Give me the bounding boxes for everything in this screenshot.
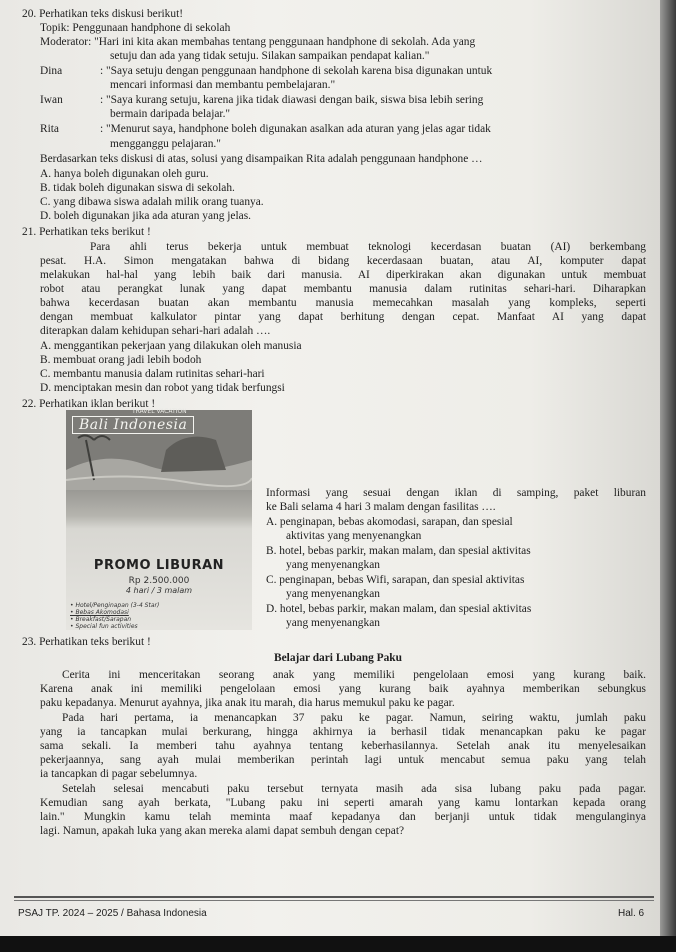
q20-dina-name: Dina bbox=[40, 65, 63, 77]
q20-option-d: D. boleh digunakan jika ada aturan yang jelas. bbox=[40, 210, 251, 222]
ad-promo-title: PROMO LIBURAN bbox=[93, 558, 225, 573]
q20-rita-cont: mengganggu pelajaran." bbox=[110, 138, 221, 150]
q20-title: 20. Perhatikan teks diskusi berikut! bbox=[22, 8, 184, 20]
q23-text-line: Kemudian sang ayah berkata, "Lubang paku ini seperti amarah yang kamu lontarkan kepada orang bbox=[40, 797, 646, 809]
q22-option-a-cont: aktivitas yang menyenangkan bbox=[286, 530, 422, 542]
ad-price: Rp 2.500.000 bbox=[128, 576, 190, 586]
q21-title: 21. Perhatikan teks berikut ! bbox=[22, 226, 151, 238]
q23-text-line: yang ia tancapkan mulai berkurang, hingga akhirnya ia berhasil tidak menancapkan paku ke pagar bbox=[40, 726, 646, 738]
q21-para-last: diterapkan dalam kehidupan sehari-hari adalah …. bbox=[40, 325, 271, 337]
q22-stem: Informasi yang sesuai dengan iklan di samping, paket liburan bbox=[266, 487, 646, 499]
q23-text-line: lagi. Namun, apakah luka yang akan mereka alami dapat sembuh dengan cepat? bbox=[40, 825, 405, 837]
q20-iwan-name: Iwan bbox=[40, 94, 63, 106]
q22-option-b-cont: yang menyenangkan bbox=[286, 559, 380, 571]
q22-option-c-cont: yang menyenangkan bbox=[286, 588, 380, 600]
ad-facility: • Bebas Akomodasi bbox=[70, 609, 129, 616]
q23-text-line: pekerjaannya, sang ayah mulai memberikan perintah lagi untuk mencabut semua paku yang telah bbox=[40, 754, 646, 766]
q23-text-line: lain." Mungkin kamu telah meminta maaf kepadanya dan berjanji untuk tidak mengulanginya bbox=[40, 811, 646, 823]
q21-option-d: D. menciptakan mesin dan robot yang tidak berfungsi bbox=[40, 382, 285, 394]
q20-iwan: : "Saya kurang setuju, karena jika tidak diawasi dengan baik, siswa bisa lebih sering bbox=[100, 94, 484, 106]
q20-topic: Topik: Penggunaan handphone di sekolah bbox=[40, 22, 231, 34]
q20-rita: : "Menurut saya, handphone boleh digunakan asalkan ada aturan yang jelas agar tidak bbox=[100, 123, 491, 135]
q23-title: 23. Perhatikan teks berikut ! bbox=[22, 636, 151, 648]
q23-story-title: Belajar dari Lubang Paku bbox=[274, 652, 402, 664]
q20-moderator-cont: setuju dan ada yang tidak setuju. Silakan sampaikan pendapat kalian." bbox=[110, 50, 430, 62]
ad-facility: • Hotel/Penginapan (3-4 Star) bbox=[70, 602, 160, 609]
background-surface bbox=[0, 936, 676, 952]
q21-option-a: A. menggantikan pekerjaan yang dilakukan oleh manusia bbox=[40, 340, 302, 352]
q20-question: Berdasarkan teks diskusi di atas, solusi yang disampaikan Rita adalah penggunaan handphone … bbox=[40, 153, 483, 165]
q23-text-line: Setelah selesai mencabuti paku tersebut ternyata masih ada sisa lubang paku pada pagar. bbox=[62, 783, 646, 795]
q22-stem-cont: ke Bali selama 4 hari 3 malam dengan fasilitas …. bbox=[266, 501, 496, 513]
q20-dina-cont: mencari informasi dan membantu pembelajaran." bbox=[110, 79, 336, 91]
ad-facility: • Special fun activities bbox=[70, 623, 138, 630]
q22-option-c: C. penginapan, bebas Wifi, sarapan, dan spesial aktivitas bbox=[266, 574, 525, 586]
q22-option-b: B. hotel, bebas parkir, makan malam, dan spesial aktivitas bbox=[266, 545, 531, 557]
footer-exam-info: PSAJ TP. 2024 – 2025 / Bahasa Indonesia bbox=[18, 908, 207, 919]
q21-para-line: bahwa kecerdasan buatan akan membantu manusia memecahkan masalah yang kompleks, seperti bbox=[40, 297, 646, 309]
q20-rita-name: Rita bbox=[40, 123, 59, 135]
q22-option-d: D. hotel, bebas parkir, makan malam, dan spesial aktivitas bbox=[266, 603, 532, 615]
q23-text-line: ia tancapkan di pagar sebelumnya. bbox=[40, 768, 198, 780]
q20-option-c: C. yang dibawa siswa adalah milik orang tuanya. bbox=[40, 196, 264, 208]
q21-para-line: Para ahli terus bekerja untuk membuat teknologi kecerdasan buatan (AI) berkembang bbox=[90, 241, 646, 253]
q21-para-line: dengan membuat kalkulator pintar yang dapat berhitung dengan cepat. Manfaat AI yang dapat bbox=[40, 311, 646, 323]
q20-option-a: A. hanya boleh digunakan oleh guru. bbox=[40, 168, 209, 180]
q23-text-line: Pada hari pertama, ia menancapkan 37 paku ke pagar. Namun, seiring waktu, jumlah paku bbox=[62, 712, 646, 724]
q21-para-line: robot atau perangkat lunak yang dapat membantu manusia dalam rutinitas sehari-hari. Diharapkan bbox=[40, 283, 646, 295]
q22-title: 22. Perhatikan iklan berikut ! bbox=[22, 398, 156, 410]
q20-moderator: Moderator: "Hari ini kita akan membahas tentang penggunaan handphone di sekolah. Ada yang bbox=[40, 36, 476, 48]
q23-text-line: sama sekali. Ia memberi tahu ayahnya tentang keberhasilannya. Setelah anak itu menyelesaikan bbox=[40, 740, 646, 752]
q20-dina: : "Saya setuju dengan penggunaan handphone di sekolah karena bisa digunakan untuk bbox=[100, 65, 493, 77]
q20-iwan-cont: bermain daripada belajar." bbox=[110, 108, 231, 120]
q21-option-b: B. membuat orang jadi lebih bodoh bbox=[40, 354, 202, 366]
q22-option-a: A. penginapan, bebas akomodasi, sarapan, dan spesial bbox=[266, 516, 513, 528]
q23-text-line: paku kepadanya. Menurut ayahnya, jika anak itu marah, dia harus memukul paku ke pagar. bbox=[40, 697, 455, 709]
ad-script-title: Bali Indonesia bbox=[72, 416, 194, 434]
advertisement-image bbox=[66, 410, 252, 630]
ad-duration: 4 hari / 3 malam bbox=[125, 586, 193, 595]
footer-rule bbox=[14, 896, 654, 898]
q23-text-line: Karena anak ini memiliki pengelolaan emosi yang kurang baik ayahnya memberikan sebungkus bbox=[40, 683, 646, 695]
page-edge-shadow bbox=[660, 0, 676, 952]
footer-rule bbox=[14, 900, 654, 901]
ad-small-text: TRAVEL VACATION bbox=[132, 408, 187, 415]
footer-page-number: Hal. 6 bbox=[618, 908, 645, 919]
q23-text-line: Cerita ini menceritakan seorang anak yang memiliki pengelolaan emosi yang kurang baik. bbox=[62, 669, 646, 681]
ad-facility: • Breakfast/Sarapan bbox=[70, 616, 132, 623]
q21-para-line: melakukan hal-hal yang lebih baik dari manusia. AI diperkirakan akan digunakan untuk membuat bbox=[40, 269, 646, 281]
q20-option-b: B. tidak boleh digunakan siswa di sekolah. bbox=[40, 182, 235, 194]
q22-option-d-cont: yang menyenangkan bbox=[286, 617, 380, 629]
q21-option-c: C. membantu manusia dalam rutinitas sehari-hari bbox=[40, 368, 265, 380]
q21-para-line: pesat. H.A. Simon mengatakan bahwa di bidang kecerdasaan buatan, atau AI, komputer dapat bbox=[40, 255, 646, 267]
